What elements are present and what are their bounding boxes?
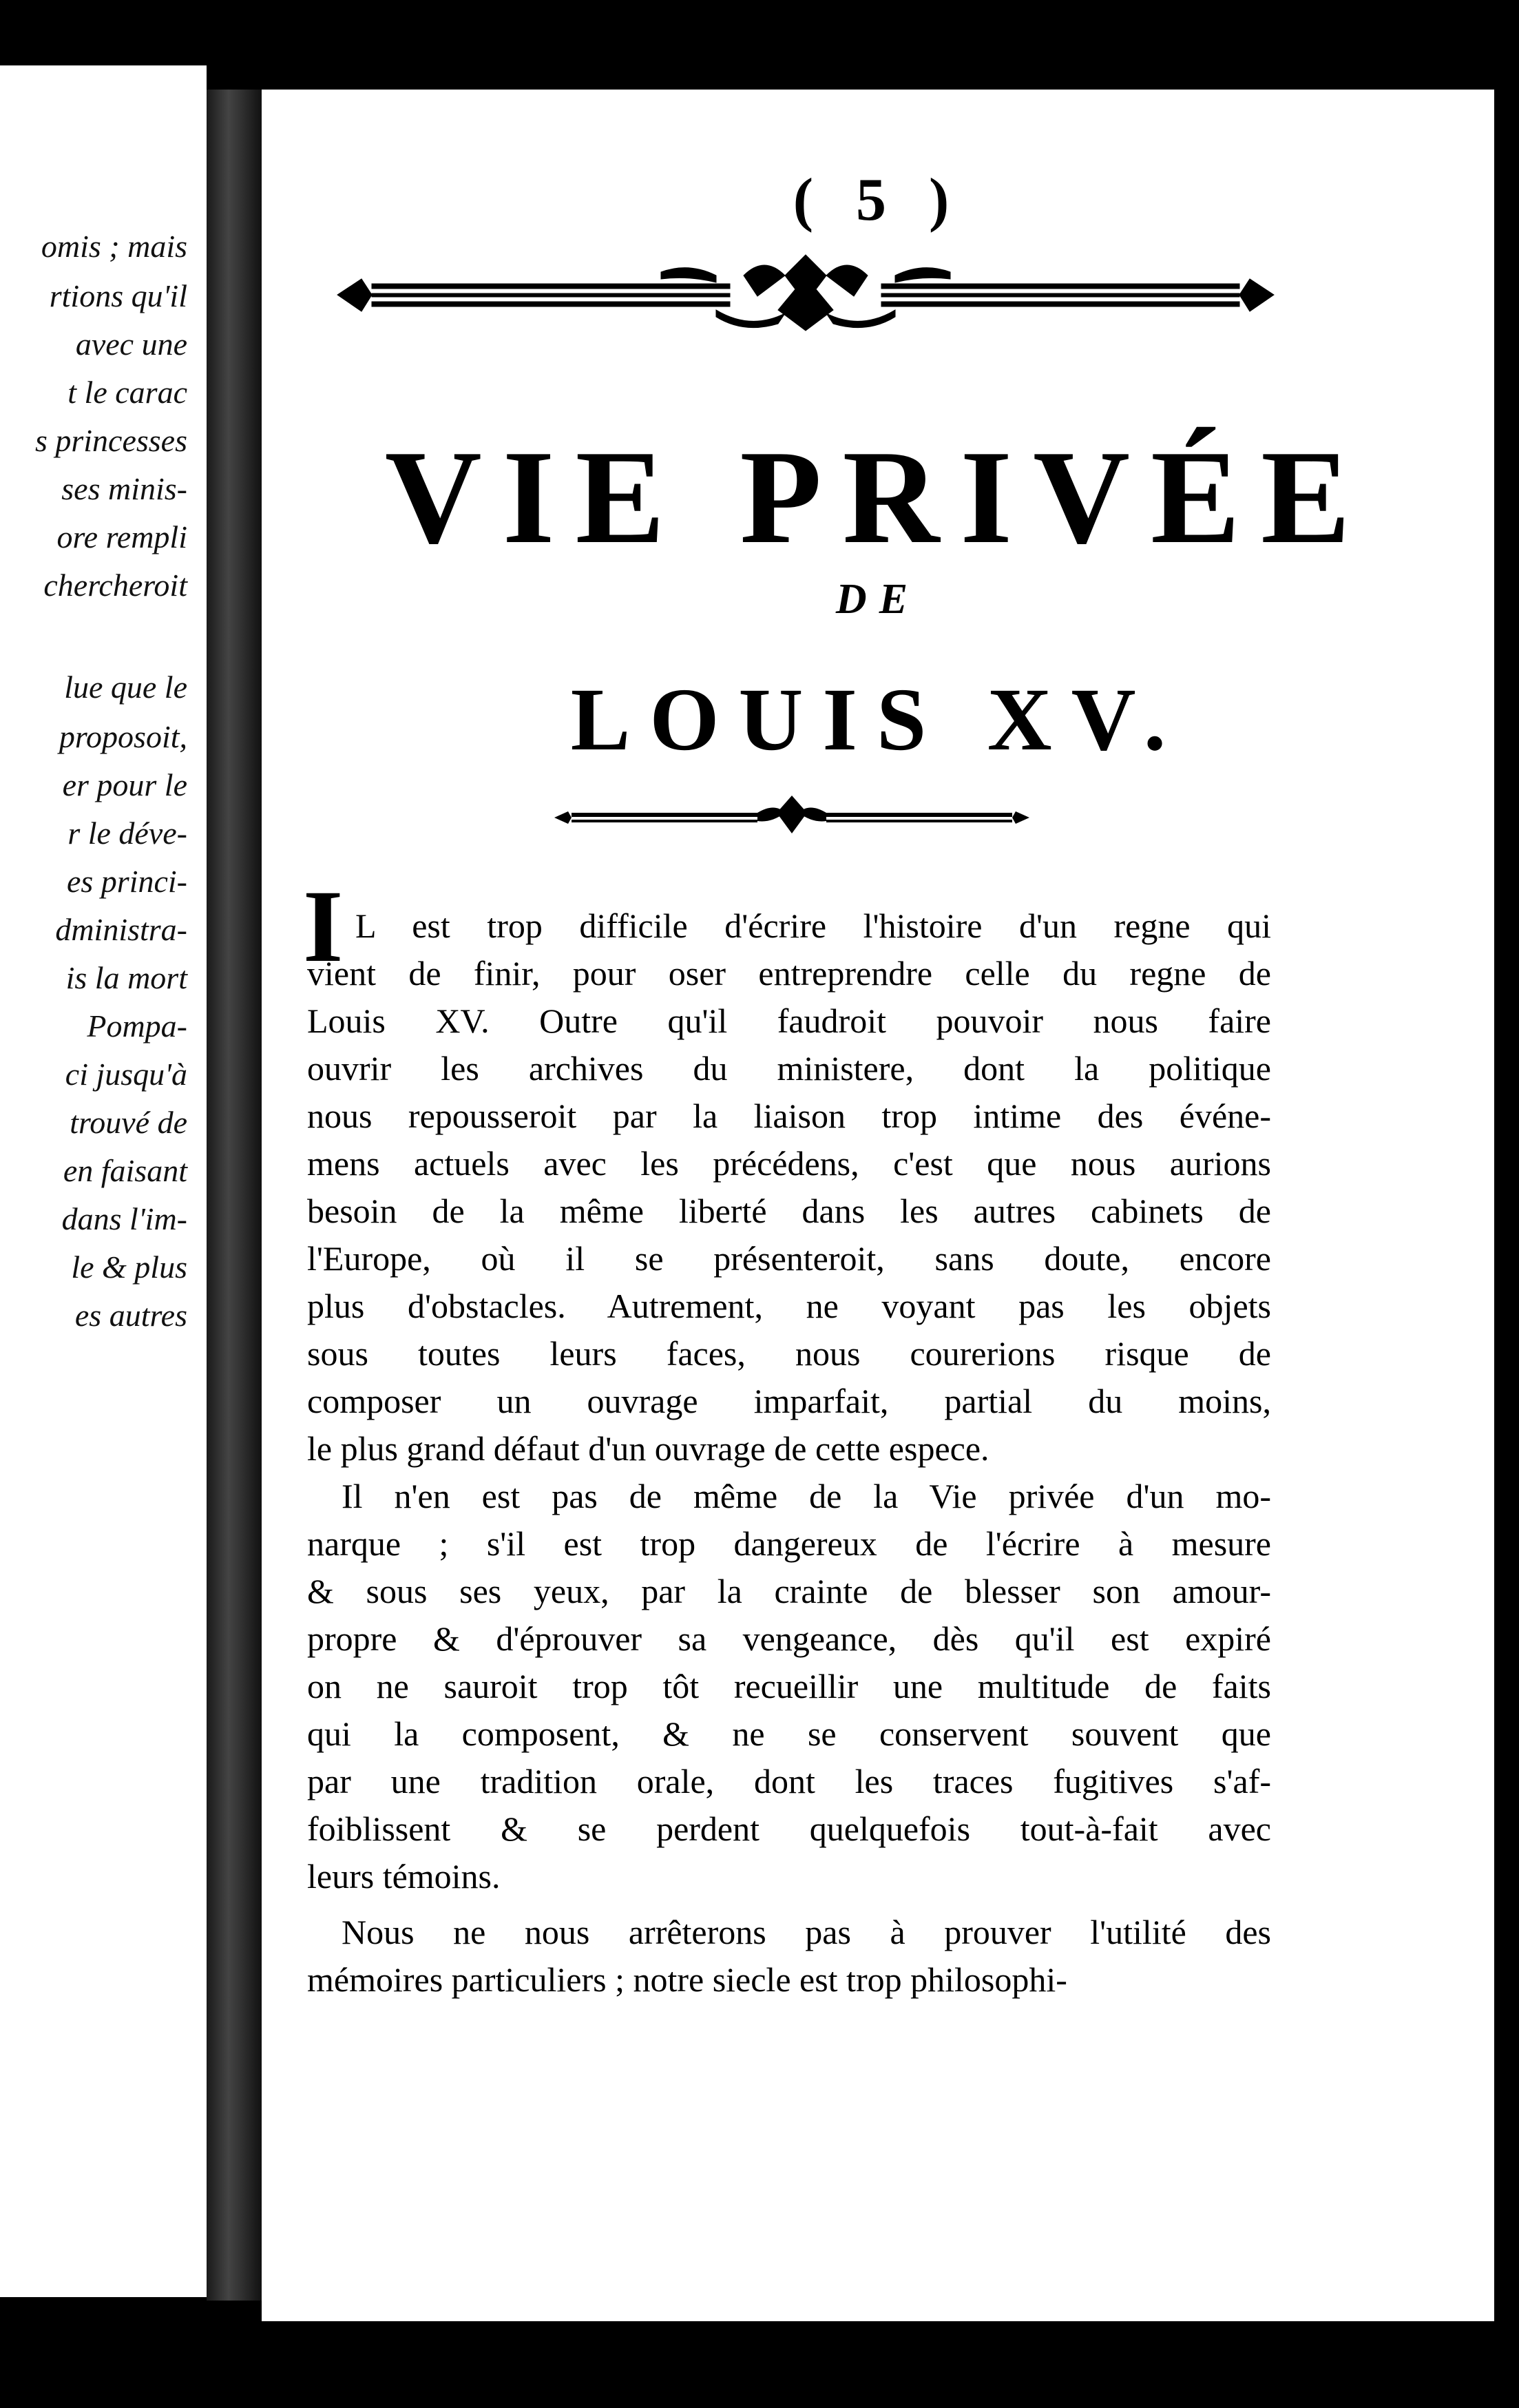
headpiece-ornament (331, 248, 1281, 338)
title-rule-ornament (551, 792, 1033, 840)
left-page-line: avec une (75, 326, 187, 362)
text-line: mens actuels avec les précédens, c'est que nous aurions (307, 1144, 1271, 1183)
left-page-line: is la mort (65, 960, 187, 995)
text-line: Il n'en est pas de même de la Vie privée d'un mo- (342, 1477, 1271, 1515)
text-line: Nous ne nous arrêterons pas à prouver l'utilité des (342, 1913, 1271, 1951)
text-line: plus d'obstacles. Autrement, ne voyant pas les objets (307, 1287, 1271, 1325)
text-line: on ne sauroit trop tôt recueillir une multitude de faits (307, 1667, 1271, 1705)
text-line: besoin de la même liberté dans les autres cabinets de (307, 1192, 1271, 1230)
left-page-line: omis ; mais (41, 229, 187, 264)
title-de: DE (835, 576, 921, 623)
left-page-line: en faisant (63, 1153, 187, 1188)
text-line: narque ; s'il est trop dangereux de l'écrire à mesure (307, 1524, 1271, 1563)
left-page-line: ses minis- (61, 471, 187, 506)
title-vie-privee: VIE PRIVÉE (384, 423, 1372, 572)
left-page-line: Pompa- (87, 1008, 187, 1044)
page-number: ( 5 ) (793, 167, 963, 233)
left-page-line: dministra- (55, 912, 187, 947)
left-page-line: ci jusqu'à (65, 1057, 187, 1092)
left-page-line: er pour le (62, 767, 187, 802)
left-page-line: ore rempli (56, 519, 187, 554)
left-page-line: r le déve- (67, 816, 187, 851)
text-line: l'Europe, où il se présenteroit, sans doute, encore (307, 1239, 1271, 1278)
text-line: leurs témoins. (307, 1857, 501, 1896)
book-gutter (207, 90, 262, 2301)
text-line: ouvrir les archives du ministere, dont la politique (307, 1049, 1271, 1088)
left-page-line: es autres (74, 1298, 187, 1333)
text-line: mémoires particuliers ; notre siecle est trop philosophi- (307, 1960, 1067, 1999)
text-line: foiblissent & se perdent quelquefois tout-à-fait avec (307, 1809, 1271, 1848)
left-page-line: trouvé de (70, 1105, 187, 1140)
left-page-line: t le carac (67, 375, 187, 410)
text-line: nous repousseroit par la liaison trop intime des événe- (307, 1097, 1271, 1135)
text-line: propre & d'éprouver sa vengeance, dès qu'il est expiré (307, 1619, 1271, 1658)
left-page-line: es princi- (66, 864, 187, 899)
left-page-line: chercheroit (43, 568, 187, 603)
left-page-line: s princesses (34, 423, 187, 458)
left-page-line: proposoit, (59, 719, 187, 754)
text-line: sous toutes leurs faces, nous courerions risque de (307, 1334, 1271, 1373)
left-page-line: dans l'im- (61, 1201, 187, 1236)
right-page (262, 90, 1494, 2321)
drop-cap: I (303, 869, 344, 984)
left-page-line: lue que le (64, 670, 187, 705)
text-line: composer un ouvrage imparfait, partial du moins, (307, 1382, 1271, 1420)
text-line: qui la composent, & ne se conservent souvent que (307, 1714, 1271, 1753)
text-line: L est trop difficile d'écrire l'histoire d'un regne qui (355, 906, 1271, 945)
text-line: le plus grand défaut d'un ouvrage de cette espece. (307, 1429, 989, 1468)
left-page-line: rtions qu'il (49, 278, 187, 313)
text-line: par une tradition orale, dont les traces fugitives s'af- (307, 1762, 1271, 1800)
text-line: Louis XV. Outre qu'il faudroit pouvoir nous faire (307, 1001, 1271, 1040)
text-line: vient de finir, pour oser entreprendre celle du regne de (307, 954, 1271, 993)
title-louis-xv: LOUIS XV. (570, 670, 1186, 769)
text-line: & sous ses yeux, par la crainte de blesser son amour- (307, 1572, 1271, 1610)
left-page-fragment (0, 65, 207, 2297)
left-page-line: le & plus (71, 1249, 187, 1285)
